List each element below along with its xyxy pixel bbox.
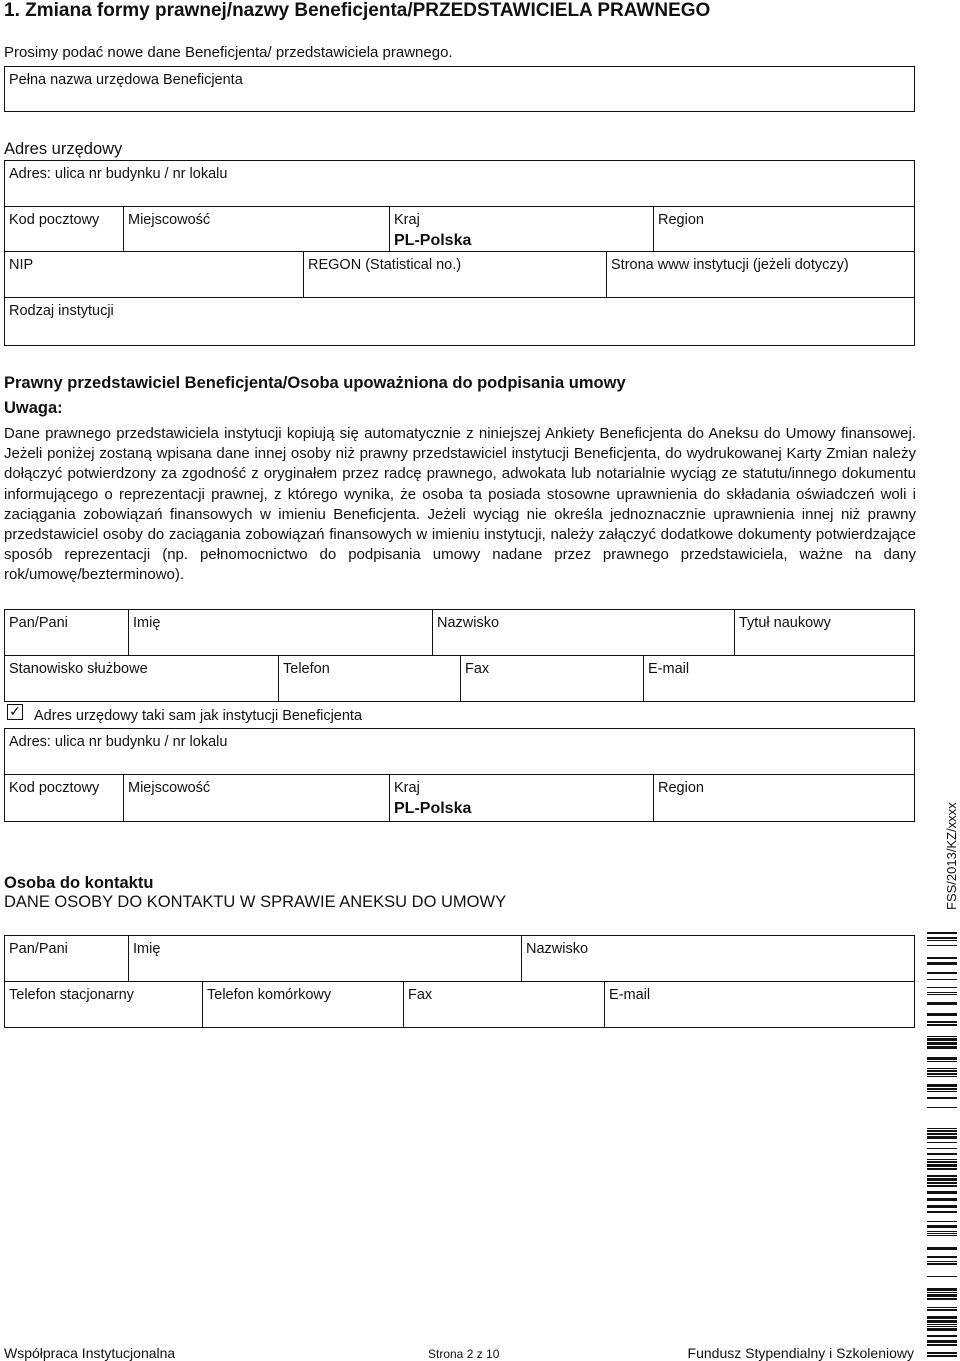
rep-country-value: PL-Polska: [394, 800, 472, 817]
barcode-bar: [927, 1161, 957, 1163]
address-row: [4, 206, 915, 252]
section-intro: Prosimy podać nowe dane Beneficjenta/ przedstawiciela prawnego.: [4, 44, 453, 61]
barcode-bar: [927, 1344, 957, 1346]
rep-position-field[interactable]: [5, 656, 278, 701]
barcode-bar: [927, 1233, 957, 1234]
rep-fax-label: Fax: [465, 661, 490, 677]
full-name-label: Pełna nazwa urzędowa Beneficjenta: [9, 72, 243, 88]
form-code-text: FSS/2013/KZ/xxxx: [944, 802, 959, 910]
rep-degree-field[interactable]: [734, 610, 914, 655]
barcode-bar: [927, 1355, 957, 1357]
rep-address-row: [4, 774, 915, 822]
city-field[interactable]: [123, 207, 389, 251]
rep-name-row: [4, 609, 915, 656]
barcode-bar: [927, 962, 957, 965]
barcode-bar: [927, 1225, 957, 1228]
address-heading: Adres urzędowy: [4, 140, 123, 158]
barcode-bar: [927, 1340, 957, 1343]
barcode-bar: [927, 957, 957, 959]
barcode-bar: [927, 1247, 957, 1250]
barcode-bar: [927, 940, 957, 941]
barcode-bar: [927, 972, 957, 974]
barcode-bar: [927, 1309, 957, 1311]
rep-lastname-field[interactable]: [432, 610, 734, 655]
barcode-bar: [927, 1235, 957, 1236]
rep-region-label: Region: [658, 780, 704, 796]
contact-name-row: [4, 935, 915, 982]
contact-heading: Osoba do kontaktu: [4, 874, 154, 892]
barcode-bar: [927, 1276, 957, 1277]
rep-region-field[interactable]: [653, 775, 914, 821]
barcode-bar: [927, 1164, 957, 1167]
barcode-bar: [927, 1148, 957, 1149]
www-label: Strona www instytucji (jeżeli dotyczy): [611, 257, 849, 273]
barcode-bar: [927, 1168, 957, 1170]
barcode-bar: [927, 1133, 957, 1135]
barcode-bar: [927, 1288, 957, 1291]
barcode-bar: [927, 1002, 957, 1005]
city-label: Miejscowość: [128, 212, 211, 228]
contact-mobile-label: Telefon komórkowy: [207, 987, 332, 1003]
barcode-bar: [927, 1013, 957, 1016]
barcode-bar: [927, 1153, 957, 1155]
rep-postcode-field[interactable]: [5, 775, 123, 821]
barcode-bar: [927, 1261, 957, 1262]
section-title: 1. Zmiana formy prawnej/nazwy Beneficjenta/PRZEDSTAWICIELA PRAWNEGO: [4, 0, 711, 21]
same-address-checkbox[interactable]: ✓: [7, 704, 23, 720]
country-value: PL-Polska: [394, 232, 472, 249]
barcode-bar: [927, 1178, 957, 1181]
rep-street-label: Adres: ulica nr budynku / nr lokalu: [9, 734, 228, 750]
barcode-bar: [927, 1057, 957, 1060]
barcode-bar: [927, 1292, 957, 1293]
note-text: [4, 424, 916, 586]
regon-label: REGON (Statistical no.): [308, 257, 462, 273]
barcode-bar: [927, 1068, 957, 1069]
barcode-bar: [927, 937, 957, 939]
contact-mobile-field[interactable]: [202, 982, 403, 1027]
contact-subheading: DANE OSOBY DO KONTAKTU W SPRAWIE ANEKSU DO UMOWY: [4, 893, 507, 911]
street-label: Adres: ulica nr budynku / nr lokalu: [9, 166, 228, 182]
rep-degree-label: Tytuł naukowy: [739, 615, 831, 631]
postcode-label: Kod pocztowy: [9, 212, 100, 228]
rep-title-field[interactable]: [5, 610, 128, 655]
barcode-bar: [927, 992, 957, 993]
barcode-bar: [927, 1198, 957, 1201]
footer-right: Fundusz Stypendialny i Szkoleniowy: [687, 1345, 914, 1361]
contact-firstname-label: Imię: [133, 941, 161, 957]
barcode-bar: [927, 1076, 957, 1077]
barcode-bar: [927, 994, 957, 995]
barcode-bar: [927, 1024, 957, 1026]
barcode-bar: [927, 1042, 957, 1045]
barcode-bar: [927, 1185, 957, 1187]
rep-email-label: E-mail: [648, 661, 690, 677]
contact-landline-field[interactable]: [5, 982, 202, 1027]
barcode-bar: [927, 979, 957, 980]
barcode-bar: [927, 987, 957, 988]
barcode-bar: [927, 1091, 957, 1092]
barcode-bar: [927, 1070, 957, 1072]
rep-email-field[interactable]: [643, 656, 914, 701]
country-label: Kraj: [394, 212, 420, 228]
institution-type-label: Rodzaj instytucji: [9, 303, 114, 319]
contact-lastname-field[interactable]: [521, 936, 914, 981]
barcode-bar: [927, 1136, 957, 1139]
barcode-bar: [927, 932, 957, 934]
nip-field[interactable]: [5, 252, 303, 297]
regon-field[interactable]: [303, 252, 606, 297]
rep-firstname-field[interactable]: [128, 610, 432, 655]
barcode-bar: [927, 1073, 957, 1075]
barcode-bar: [927, 1221, 957, 1222]
id-row: [4, 251, 915, 298]
contact-fax-field[interactable]: [403, 982, 604, 1027]
institution-type-field[interactable]: [4, 297, 915, 346]
barcode-bar: [927, 1320, 957, 1323]
barcode-bar: [927, 1263, 957, 1265]
contact-email-label: E-mail: [609, 987, 651, 1003]
barcode-bar: [927, 1256, 957, 1258]
barcode-bar: [927, 1231, 957, 1232]
contact-firstname-field[interactable]: [128, 936, 521, 981]
rep-phone-field[interactable]: [278, 656, 460, 701]
postcode-field[interactable]: [5, 207, 123, 251]
contact-landline-label: Telefon stacjonarny: [9, 987, 134, 1003]
barcode-bar: [927, 1298, 957, 1300]
barcode-bar: [927, 1205, 957, 1208]
form-code: [942, 800, 960, 920]
full-name-field[interactable]: [4, 66, 915, 112]
same-address-option[interactable]: [0, 704, 600, 724]
barcode-bar: [927, 1097, 957, 1099]
barcode-bar: [927, 1046, 957, 1049]
rep-lastname-label: Nazwisko: [437, 615, 500, 631]
nip-label: NIP: [9, 257, 34, 273]
rep-postcode-label: Kod pocztowy: [9, 780, 100, 796]
barcode-bar: [927, 1088, 957, 1090]
www-field[interactable]: [606, 252, 914, 297]
barcode-bar: [927, 1038, 957, 1041]
footer-left: Współpraca Instytucjonalna: [4, 1345, 176, 1361]
barcode-bar: [927, 1021, 957, 1023]
barcode-bar: [927, 1084, 957, 1087]
barcode-bar: [927, 1316, 957, 1319]
same-address-label: Adres urzędowy taki sam jak instytucji Beneficjenta: [34, 708, 363, 724]
representative-heading: Prawny przedstawiciel Beneficjenta/Osoba upoważniona do podpisania umowy: [4, 374, 626, 392]
contact-email-field[interactable]: [604, 982, 914, 1027]
barcode-bar: [927, 1061, 957, 1062]
rep-phone-label: Telefon: [283, 661, 330, 677]
barcode-bar: [927, 1328, 957, 1331]
rep-country-label: Kraj: [394, 780, 420, 796]
rep-city-field[interactable]: [123, 775, 389, 821]
rep-position-label: Stanowisko służbowe: [9, 661, 148, 677]
note-paragraph-2: Jeżeli poniżej zostaną wpisana dane innej osoby niż prawny przedstawiciel instytucji Beneficjenta, do wydrukowanej Karty Zmian należy dołączyć potwierdzony za zgodność z oryginałem przez radcę prawnego, adwokata lub notarialnie wyciąg ze statutu/innego dokumentu informującego o reprezentacji prawnej, z którego wynika, że osoba ta posiada stosowne uprawnienia do składania oświadczeń woli i zaciągania zobowiązań finansowych w imieniu Beneficjenta. Jeżeli wyciąg nie określa jednoznacznie uprawnienia innej niż prawny przedstawiciel osoby do zaciągania zobowiązań finansowych w imieniu instytucji, należy załączyć dodatkowe dokumenty potwierdzające sposób reprezentacji (np. pełnomocnictwo do podpisania umowy nadane przez prawnego przedstawiciela, ważne na dany rok/umowę/bezterminowo).: [4, 445, 916, 584]
contact-title-label: Pan/Pani: [9, 941, 68, 957]
rep-title-label: Pan/Pani: [9, 615, 68, 631]
barcode-bar: [927, 1159, 957, 1160]
rep-firstname-label: Imię: [133, 615, 161, 631]
contact-title-field[interactable]: [5, 936, 128, 981]
rep-country-field[interactable]: [389, 775, 653, 821]
barcode-bar: [927, 945, 957, 946]
region-label: Region: [658, 212, 704, 228]
barcode-bar: [927, 1294, 957, 1297]
barcode-bar: [927, 1324, 957, 1325]
barcode-bar: [927, 1182, 957, 1184]
barcode-bar: [927, 1128, 957, 1129]
barcode-image: [927, 932, 957, 1357]
barcode-bar: [927, 1130, 957, 1132]
contact-fax-label: Fax: [408, 987, 433, 1003]
note-heading: Uwaga:: [4, 399, 63, 417]
country-field[interactable]: [389, 207, 653, 251]
rep-fax-field[interactable]: [460, 656, 643, 701]
barcode-bar: [927, 1107, 957, 1108]
street-field[interactable]: [4, 160, 915, 207]
barcode-bar: [927, 1335, 957, 1337]
barcode-bar: [927, 1352, 957, 1354]
page-number: Strona 2 z 10: [428, 1347, 500, 1361]
contact-lastname-label: Nazwisko: [526, 941, 589, 957]
barcode-bar: [927, 1307, 957, 1308]
barcode-bar: [927, 1211, 957, 1213]
rep-contact-row: [4, 655, 915, 702]
barcode-bar: [927, 1175, 957, 1177]
barcode-bar: [927, 1036, 957, 1037]
rep-street-field[interactable]: [4, 728, 915, 775]
barcode-bar: [927, 1191, 957, 1194]
barcode-bar: [927, 1142, 957, 1143]
contact-phone-row: [4, 981, 915, 1028]
note-paragraph-1: Dane prawnego przedstawiciela instytucji kopiują się automatycznie z niniejszej Ankiety Beneficjenta do Aneksu do Umowy finansowej.: [4, 425, 916, 442]
rep-city-label: Miejscowość: [128, 780, 211, 796]
region-field[interactable]: [653, 207, 914, 251]
barcode-bar: [927, 1326, 957, 1327]
